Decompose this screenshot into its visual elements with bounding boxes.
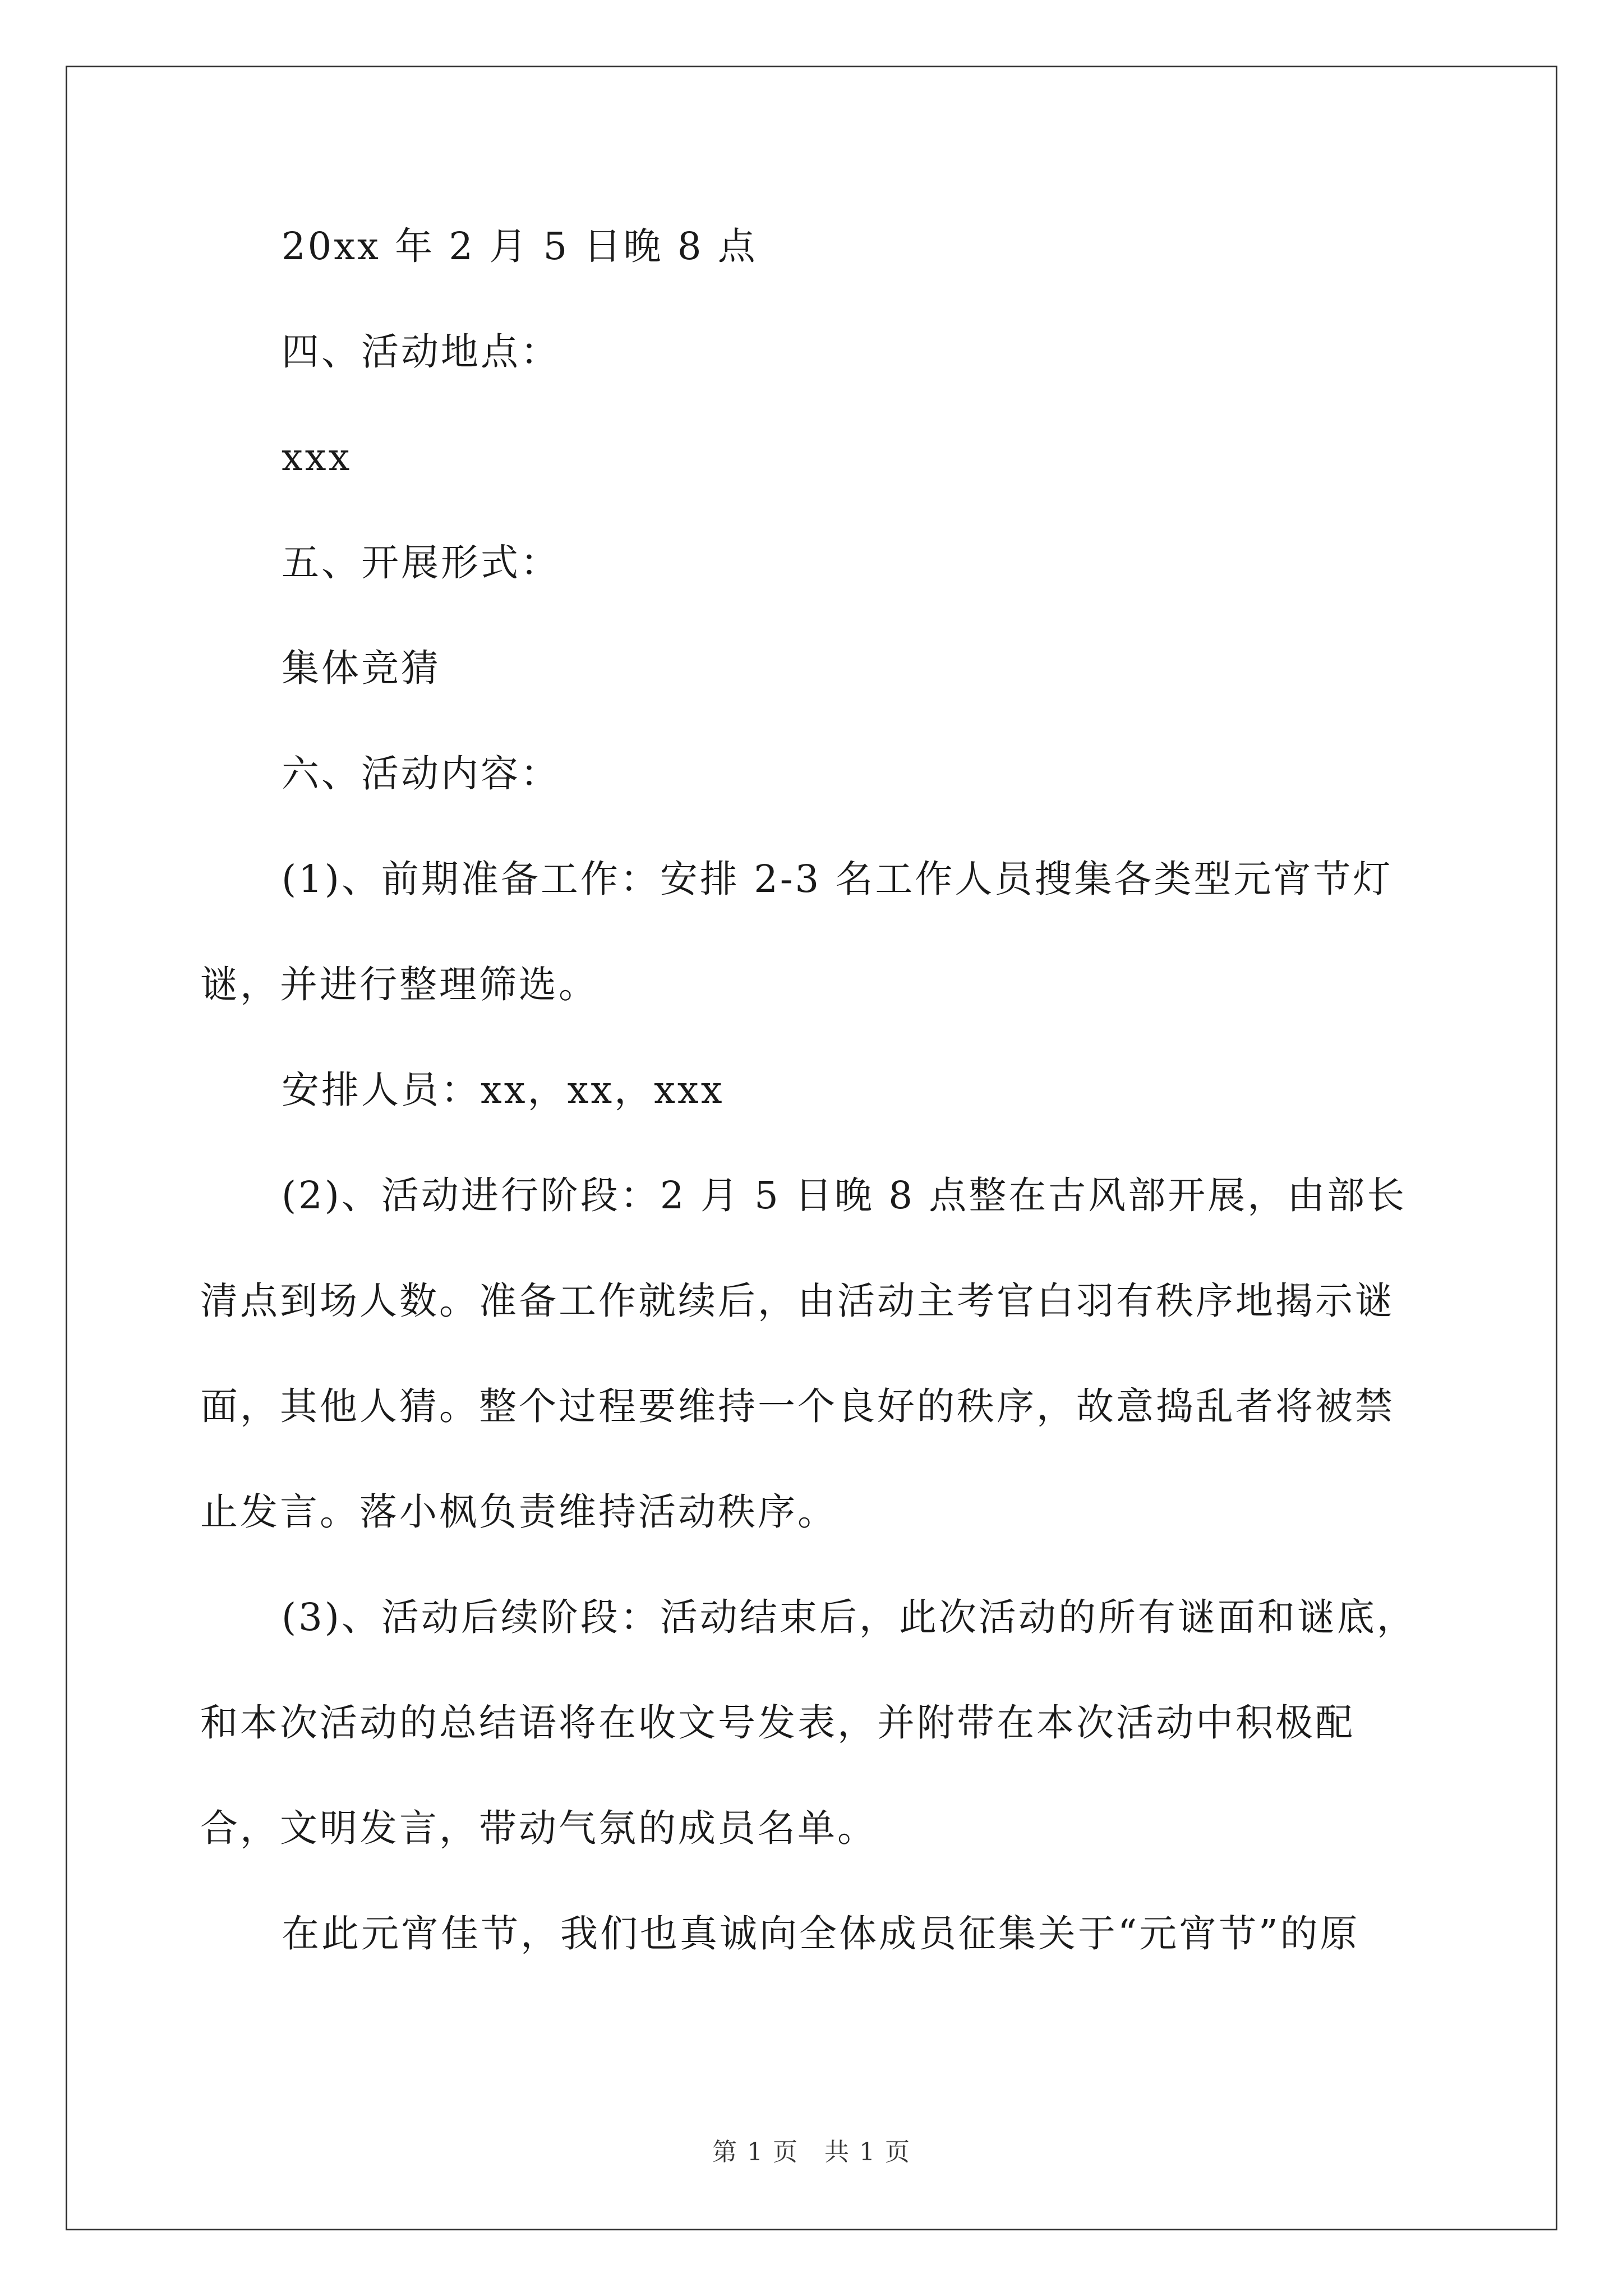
heading-format: 五、开展形式： (282, 541, 560, 585)
document-body (200, 194, 1434, 1986)
paragraph-location: xxx (282, 435, 352, 479)
heading-content: 六、活动内容： (282, 752, 560, 795)
heading-location: 四、活动地点： (282, 330, 560, 374)
page-number-footer: 第 1 页 共 1 页 (712, 2138, 911, 2166)
paragraph-followup: (3)、活动后续阶段：活动结束后，此次活动的所有谜面和谜底，和本次活动的总结语将在收文号发表，并附带在本次活动中积极配合，文明发言，带动气氛的成员名单。 (200, 1595, 1417, 1850)
paragraph-format: 集体竞猜 (282, 646, 441, 690)
paragraph-execution: (2)、活动进行阶段：2 月 5 日晚 8 点整在古风部开展，由部长清点到场人数。准备工作就续后，由活动主考官白羽有秩序地揭示谜面，其他人猜。整个过程要维持一个良好的秩序，故意捣乱者将被禁止发言。落小枫负责维持活动秩序。 (200, 1174, 1407, 1534)
paragraph-time: 20xx 年 2 月 5 日晚 8 点 (282, 224, 758, 268)
paragraph-preparation: (1)、前期准备工作：安排 2-3 名工作人员搜集各类型元宵节灯谜，并进行整理筛选。 (200, 857, 1393, 1006)
paragraph-staff: 安排人员：xx，xx，xxx (282, 1068, 725, 1112)
paragraph-closing: 在此元宵佳节，我们也真诚向全体成员征集关于“元宵节”的原 (282, 1912, 1360, 1955)
